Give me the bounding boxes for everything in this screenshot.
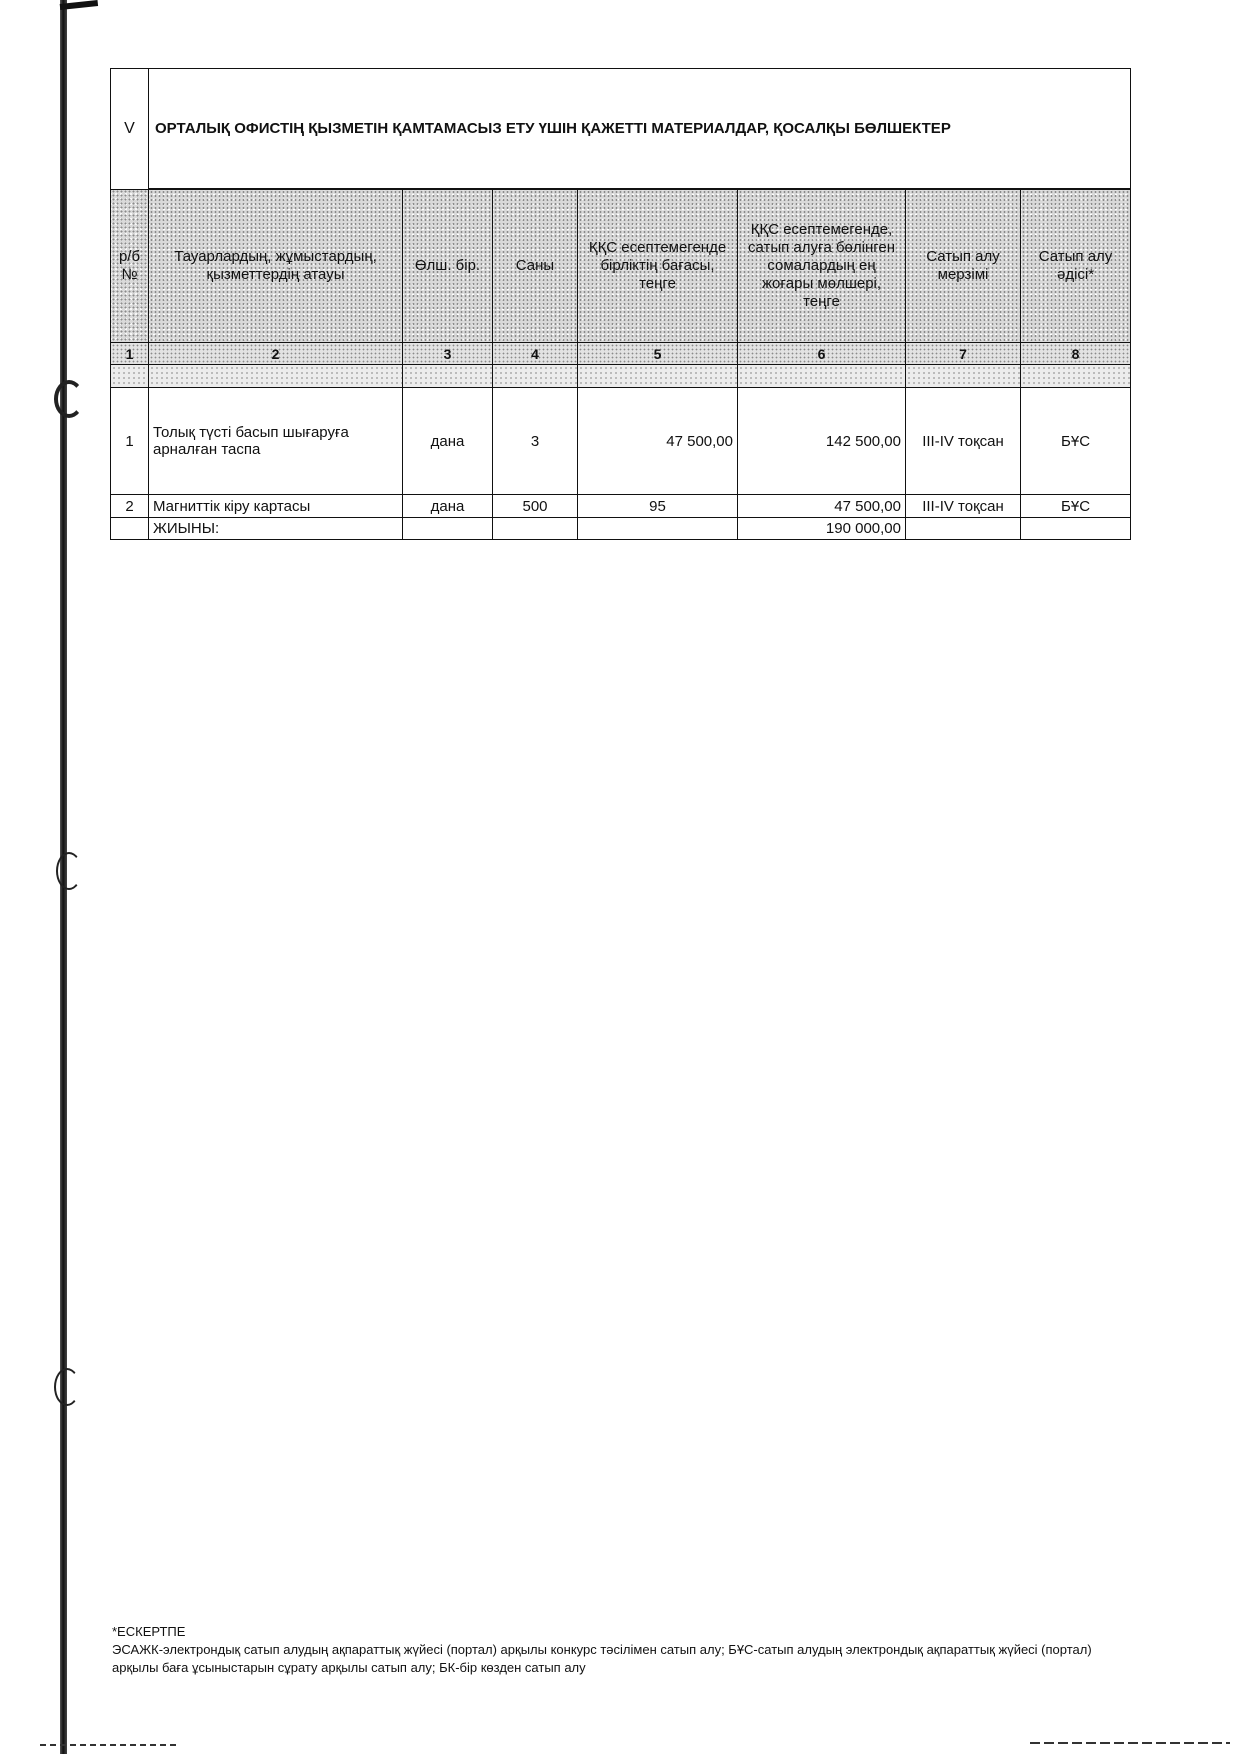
table-header-row bbox=[111, 189, 1131, 343]
scan-edge-line bbox=[1030, 1742, 1230, 1744]
item-unit-price: 95 bbox=[578, 495, 738, 518]
procurement-table-section bbox=[110, 68, 1130, 540]
column-number: 7 bbox=[906, 343, 1021, 365]
header-max-amount: ҚҚС есептемегенде, сатып алуға бөлінген сомалардың ең жоғары мөлшері, теңге bbox=[738, 189, 906, 343]
section-title: ОРТАЛЫҚ ОФИСТІҢ ҚЫЗМЕТІН ҚАМТАМАСЫЗ ЕТУ ҮШІН ҚАЖЕТТІ МАТЕРИАЛДАР, ҚОСАЛҚЫ БӨЛШЕКТЕР bbox=[149, 69, 1131, 190]
item-period: III-IV тоқсан bbox=[906, 495, 1021, 518]
header-quantity: Саны bbox=[493, 189, 578, 343]
header-period: Сатып алу мерзімі bbox=[906, 189, 1021, 343]
total-label: ЖИЫНЫ: bbox=[149, 518, 403, 540]
table-row bbox=[111, 388, 1131, 495]
item-name: Толық түсті басып шығаруға арналған таспа bbox=[149, 388, 403, 495]
column-number-row bbox=[111, 343, 1131, 365]
header-item-name: Тауарлардың, жұмыстардың, қызметтердің атауы bbox=[149, 189, 403, 343]
scan-edge-line bbox=[40, 1744, 180, 1746]
header-unit-price: ҚҚС есептемегенде бірліктің бағасы, теңге bbox=[578, 189, 738, 343]
item-unit: дана bbox=[403, 495, 493, 518]
total-row bbox=[111, 518, 1131, 540]
column-number: 1 bbox=[111, 343, 149, 365]
header-row-number: р/б № bbox=[111, 189, 149, 343]
item-name: Магниттік кіру картасы bbox=[149, 495, 403, 518]
column-number: 8 bbox=[1021, 343, 1131, 365]
row-number: 2 bbox=[111, 495, 149, 518]
table-row bbox=[111, 495, 1131, 518]
item-max-amount: 47 500,00 bbox=[738, 495, 906, 518]
footnote bbox=[112, 1623, 1122, 1677]
row-number: 1 bbox=[111, 388, 149, 495]
total-amount: 190 000,00 bbox=[738, 518, 906, 540]
column-number: 6 bbox=[738, 343, 906, 365]
footnote-text: ЭСАЖК-электрондық сатып алудың ақпараттық жүйесі (портал) арқылы конкурс тәсілімен сатып алу; БҰС-сатып алудың электрондық ақпараттық жүйесі (портал) арқылы баға ұсыныстарын сұрату арқылы сатып алу; БК-бір көзден сатып алу bbox=[112, 1642, 1092, 1675]
punch-hole bbox=[54, 1368, 80, 1406]
column-number: 2 bbox=[149, 343, 403, 365]
column-number: 4 bbox=[493, 343, 578, 365]
procurement-table bbox=[110, 68, 1131, 540]
header-method: Сатып алу әдісі* bbox=[1021, 189, 1131, 343]
item-method: БҰС bbox=[1021, 388, 1131, 495]
punch-hole bbox=[54, 380, 84, 418]
item-method: БҰС bbox=[1021, 495, 1131, 518]
item-max-amount: 142 500,00 bbox=[738, 388, 906, 495]
blank-shaded-row bbox=[111, 365, 1131, 388]
item-period: III-IV тоқсан bbox=[906, 388, 1021, 495]
item-quantity: 3 bbox=[493, 388, 578, 495]
section-title-row bbox=[111, 69, 1131, 190]
item-unit: дана bbox=[403, 388, 493, 495]
section-number: V bbox=[111, 69, 149, 190]
footnote-title: *ЕСКЕРТПЕ bbox=[112, 1624, 186, 1639]
column-number: 3 bbox=[403, 343, 493, 365]
header-unit: Өлш. бір. bbox=[403, 189, 493, 343]
item-quantity: 500 bbox=[493, 495, 578, 518]
punch-hole bbox=[56, 852, 82, 890]
item-unit-price: 47 500,00 bbox=[578, 388, 738, 495]
column-number: 5 bbox=[578, 343, 738, 365]
